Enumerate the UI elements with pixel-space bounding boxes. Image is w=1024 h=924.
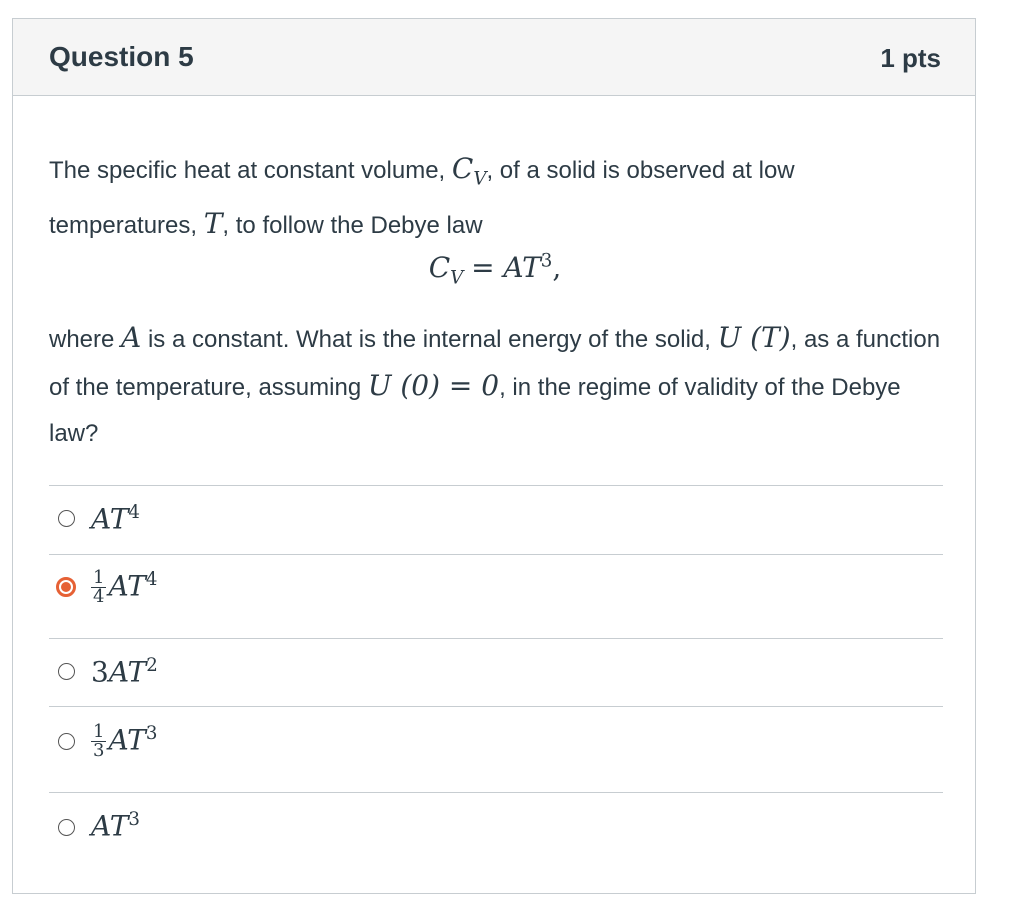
answer-option-5[interactable]: [49, 792, 943, 860]
answer-list: [49, 485, 943, 860]
question-points: 1 pts: [880, 43, 941, 73]
radio-button[interactable]: [58, 733, 75, 750]
radio-button[interactable]: [58, 819, 75, 836]
radio-button-selected[interactable]: [56, 577, 76, 597]
radio-button[interactable]: [58, 510, 75, 527]
math-cv: $C_V$: [451, 152, 487, 190]
answer-option-4[interactable]: [49, 706, 943, 792]
answer-label[interactable]: $\frac{1}{4}$ $AT^4$: [93, 567, 158, 608]
question-header: [13, 19, 975, 96]
question-text-1: [49, 147, 949, 248]
debye-equation: [13, 251, 977, 289]
eq-lhs: $C_V$: [428, 251, 464, 289]
radio-button[interactable]: [58, 663, 75, 680]
text-segment: The specific heat at constant volume,: [49, 157, 452, 184]
answer-option-1[interactable]: [49, 485, 943, 554]
answer-label[interactable]: $3AT^2$: [91, 655, 158, 689]
answer-option-3[interactable]: [49, 638, 943, 706]
answer-label[interactable]: $AT^3$: [91, 809, 140, 843]
question-title: Question 5: [49, 41, 194, 72]
eq-rhs: = $AT^3$,: [471, 251, 562, 285]
math-A: A: [121, 321, 142, 354]
answer-label[interactable]: $AT^4$: [91, 502, 140, 536]
text-segment: , to follow the Debye law: [222, 211, 483, 239]
question-card: [12, 18, 976, 894]
text-segment: , of a solid is observed at low: [486, 157, 795, 184]
math-T: T: [203, 206, 223, 240]
text-segment: temperatures,: [49, 211, 204, 239]
math-U0: U (0) = 0: [367, 369, 500, 402]
math-UT: U (T): [717, 321, 791, 354]
question-text-2: where A is a constant. What is the internal energy of the solid, U (T), as a function of the temperature, assuming U (0) = 0, in the regime of validity of the Debye law?: [49, 321, 941, 447]
answer-label[interactable]: $\frac{1}{3}$ $AT^3$: [93, 721, 158, 762]
answer-option-2[interactable]: [49, 554, 943, 638]
